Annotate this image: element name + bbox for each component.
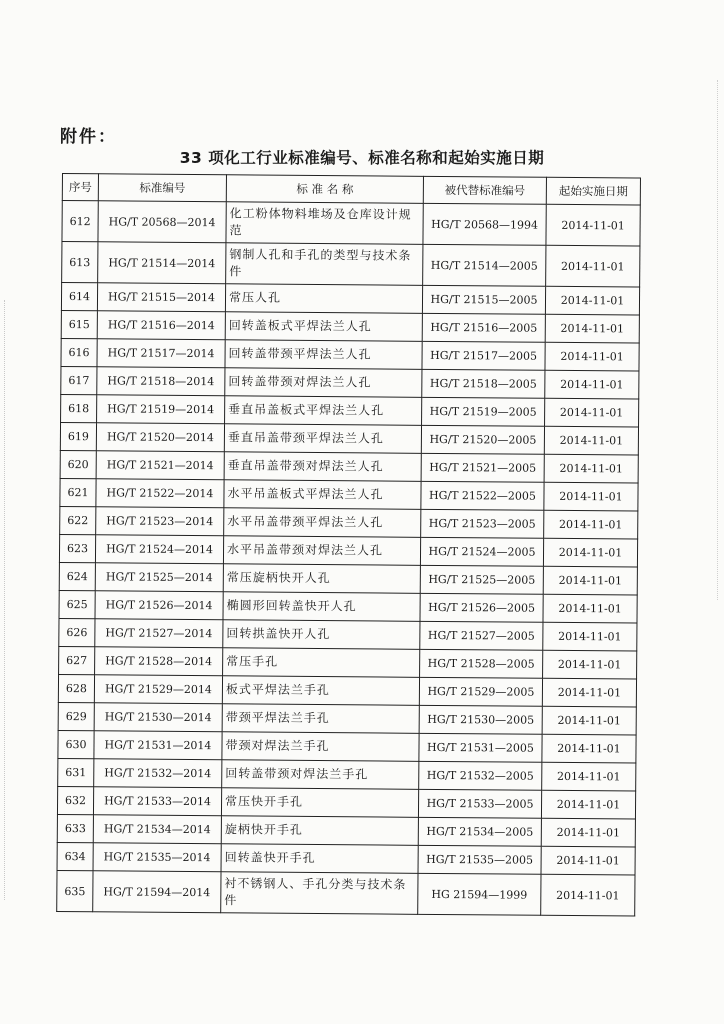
- cell-code: HG/T 21530—2014: [94, 703, 222, 732]
- cell-seq: 622: [60, 506, 96, 534]
- cell-date: 2014-11-01: [543, 538, 637, 567]
- cell-code: HG/T 21514—2014: [98, 242, 226, 284]
- cell-replaced: HG/T 21530—2005: [419, 705, 542, 734]
- cell-code: HG/T 21520—2014: [96, 423, 224, 452]
- cell-name: 回转盖快开手孔: [221, 844, 418, 874]
- cell-date: 2014-11-01: [545, 286, 639, 315]
- cell-name: 回转盖带颈平焊法兰人孔: [225, 340, 422, 370]
- cell-name: 水平吊盖板式平焊法兰人孔: [224, 480, 421, 510]
- cell-replaced: HG/T 21533—2005: [418, 789, 541, 818]
- cell-code: HG/T 21526—2014: [95, 591, 223, 620]
- cell-code: HG/T 21521—2014: [96, 451, 224, 480]
- cell-replaced: HG/T 21520—2005: [421, 425, 544, 454]
- attachment-label: 附件：: [60, 127, 117, 147]
- cell-date: 2014-11-01: [544, 510, 638, 539]
- cell-name: 常压人孔: [225, 284, 422, 314]
- cell-replaced: HG/T 21515—2005: [422, 285, 545, 314]
- table-row: [57, 814, 635, 847]
- cell-seq: 634: [57, 842, 93, 870]
- cell-date: 2014-11-01: [544, 454, 638, 483]
- cell-name: 钢制人孔和手孔的类型与技术条件: [226, 243, 423, 286]
- cell-date: 2014-11-01: [545, 370, 639, 399]
- cell-seq: 621: [60, 478, 96, 506]
- cell-replaced: HG/T 21519—2005: [422, 397, 545, 426]
- cell-date: 2014-11-01: [545, 314, 639, 343]
- cell-code: HG/T 21534—2014: [93, 815, 221, 844]
- table-row: [61, 394, 639, 427]
- cell-seq: 625: [59, 590, 95, 618]
- header-replaced: 被代替标准编号: [423, 176, 546, 204]
- cell-seq: 617: [61, 366, 97, 394]
- cell-code: HG/T 21516—2014: [97, 311, 225, 340]
- header-name: 标 准 名 称: [226, 175, 423, 204]
- cell-seq: 626: [59, 618, 95, 646]
- cell-replaced: HG/T 20568—1994: [423, 203, 546, 245]
- cell-seq: 618: [61, 394, 97, 422]
- cell-code: HG/T 21594—2014: [93, 871, 221, 913]
- scan-edge-left: [4, 300, 7, 900]
- table-row: [58, 758, 636, 791]
- table-row: [58, 674, 636, 707]
- cell-code: HG/T 21515—2014: [97, 283, 225, 312]
- cell-date: 2014-11-01: [544, 426, 638, 455]
- cell-seq: 633: [57, 814, 93, 842]
- cell-replaced: HG/T 21516—2005: [422, 313, 545, 342]
- cell-date: 2014-11-01: [542, 734, 636, 763]
- cell-name: 带颈对焊法兰手孔: [222, 732, 419, 762]
- cell-replaced: HG/T 21525—2005: [420, 565, 543, 594]
- table-row: [59, 534, 637, 567]
- table-row: [62, 242, 640, 288]
- cell-name: 板式平焊法兰手孔: [222, 676, 419, 706]
- cell-code: HG/T 21529—2014: [94, 675, 222, 704]
- cell-replaced: HG 21594—1999: [418, 873, 541, 915]
- cell-seq: 628: [58, 674, 94, 702]
- table-row: [60, 506, 638, 539]
- cell-date: 2014-11-01: [542, 678, 636, 707]
- cell-name: 回转盖带颈对焊法兰手孔: [222, 760, 419, 790]
- cell-replaced: HG/T 21531—2005: [419, 733, 542, 762]
- document-title: 33 项化工行业标准编号、标准名称和起始实施日期: [179, 149, 545, 167]
- table-row: [60, 450, 638, 483]
- cell-date: 2014-11-01: [544, 482, 638, 511]
- cell-replaced: HG/T 21526—2005: [420, 593, 543, 622]
- cell-name: 衬不锈钢人、手孔分类与技术条件: [221, 872, 418, 915]
- cell-name: 回转盖带颈对焊法兰人孔: [225, 368, 422, 398]
- table-row: [61, 366, 639, 399]
- cell-code: HG/T 21522—2014: [96, 479, 224, 508]
- table-row: [59, 562, 637, 595]
- cell-replaced: HG/T 21518—2005: [422, 369, 545, 398]
- cell-date: 2014-11-01: [543, 594, 637, 623]
- cell-replaced: HG/T 21521—2005: [421, 453, 544, 482]
- cell-seq: 615: [61, 310, 97, 338]
- cell-code: HG/T 21527—2014: [95, 619, 223, 648]
- cell-code: HG/T 21532—2014: [94, 759, 222, 788]
- cell-replaced: HG/T 21528—2005: [420, 649, 543, 678]
- cell-code: HG/T 21518—2014: [97, 367, 225, 396]
- table-row: [62, 201, 640, 247]
- table-row: [61, 283, 639, 316]
- cell-code: HG/T 20568—2014: [98, 201, 226, 243]
- table-row: [58, 702, 636, 735]
- cell-name: 回转盖板式平焊法兰人孔: [225, 312, 422, 342]
- cell-seq: 619: [60, 422, 96, 450]
- header-date: 起始实施日期: [546, 177, 640, 205]
- table-row: [57, 786, 635, 819]
- table-body: [57, 201, 641, 917]
- cell-replaced: HG/T 21534—2005: [418, 817, 541, 846]
- table-row: [59, 646, 637, 679]
- cell-date: 2014-11-01: [543, 622, 637, 651]
- header-code: 标准编号: [98, 174, 226, 202]
- cell-seq: 620: [60, 450, 96, 478]
- cell-seq: 624: [59, 562, 95, 590]
- cell-name: 常压旋柄快开人孔: [223, 564, 420, 594]
- cell-code: HG/T 21517—2014: [97, 339, 225, 368]
- cell-code: HG/T 21533—2014: [93, 787, 221, 816]
- cell-replaced: HG/T 21517—2005: [422, 341, 545, 370]
- table-row: [57, 842, 635, 875]
- cell-name: 回转拱盖快开人孔: [223, 620, 420, 650]
- cell-code: HG/T 21525—2014: [95, 563, 223, 592]
- cell-replaced: HG/T 21524—2005: [420, 537, 543, 566]
- cell-seq: 612: [62, 201, 98, 242]
- cell-date: 2014-11-01: [541, 846, 635, 875]
- cell-code: HG/T 21519—2014: [97, 395, 225, 424]
- cell-name: 化工粉体物料堆场及仓库设计规范: [226, 202, 423, 245]
- cell-code: HG/T 21524—2014: [95, 535, 223, 564]
- cell-date: 2014-11-01: [545, 342, 639, 371]
- cell-seq: 632: [57, 786, 93, 814]
- cell-name: 旋柄快开手孔: [221, 816, 418, 846]
- cell-date: 2014-11-01: [543, 650, 637, 679]
- cell-seq: 623: [59, 534, 95, 562]
- cell-name: 水平吊盖带颈平焊法兰人孔: [224, 508, 421, 538]
- cell-replaced: HG/T 21523—2005: [421, 509, 544, 538]
- cell-date: 2014-11-01: [546, 204, 640, 246]
- cell-replaced: HG/T 21514—2005: [423, 244, 546, 286]
- cell-seq: 631: [58, 758, 94, 786]
- cell-seq: 635: [57, 870, 93, 911]
- table-row: [59, 618, 637, 651]
- cell-replaced: HG/T 21522—2005: [421, 481, 544, 510]
- table-row: [61, 310, 639, 343]
- header-seq: 序号: [62, 174, 98, 201]
- cell-replaced: HG/T 21535—2005: [418, 845, 541, 874]
- cell-name: 常压快开手孔: [221, 788, 418, 818]
- standards-table: [56, 173, 641, 917]
- table-row: [59, 590, 637, 623]
- table-row: [61, 338, 639, 371]
- cell-replaced: HG/T 21532—2005: [419, 761, 542, 790]
- cell-name: 垂直吊盖带颈对焊法兰人孔: [224, 452, 421, 482]
- cell-code: HG/T 21523—2014: [96, 507, 224, 536]
- cell-replaced: HG/T 21527—2005: [420, 621, 543, 650]
- cell-date: 2014-11-01: [541, 818, 635, 847]
- cell-seq: 613: [62, 242, 98, 283]
- cell-seq: 614: [61, 283, 97, 311]
- cell-date: 2014-11-01: [543, 566, 637, 595]
- cell-seq: 627: [59, 646, 95, 674]
- cell-code: HG/T 21528—2014: [95, 647, 223, 676]
- cell-seq: 616: [61, 338, 97, 366]
- cell-date: 2014-11-01: [542, 706, 636, 735]
- cell-name: 水平吊盖带颈对焊法兰人孔: [223, 536, 420, 566]
- table-row: [57, 870, 635, 916]
- cell-date: 2014-11-01: [542, 762, 636, 791]
- table-row: [60, 422, 638, 455]
- cell-code: HG/T 21535—2014: [93, 843, 221, 872]
- cell-name: 带颈平焊法兰手孔: [222, 704, 419, 734]
- cell-code: HG/T 21531—2014: [94, 731, 222, 760]
- cell-date: 2014-11-01: [541, 790, 635, 819]
- cell-name: 常压手孔: [223, 648, 420, 678]
- table-row: [58, 730, 636, 763]
- cell-seq: 629: [58, 702, 94, 730]
- cell-date: 2014-11-01: [545, 398, 639, 427]
- table-row: [60, 478, 638, 511]
- cell-name: 垂直吊盖带颈平焊法兰人孔: [224, 424, 421, 454]
- cell-name: 椭圆形回转盖快开人孔: [223, 592, 420, 622]
- cell-seq: 630: [58, 730, 94, 758]
- cell-replaced: HG/T 21529—2005: [419, 677, 542, 706]
- cell-name: 垂直吊盖板式平焊法兰人孔: [225, 396, 422, 426]
- cell-date: 2014-11-01: [541, 874, 635, 916]
- cell-date: 2014-11-01: [546, 245, 640, 287]
